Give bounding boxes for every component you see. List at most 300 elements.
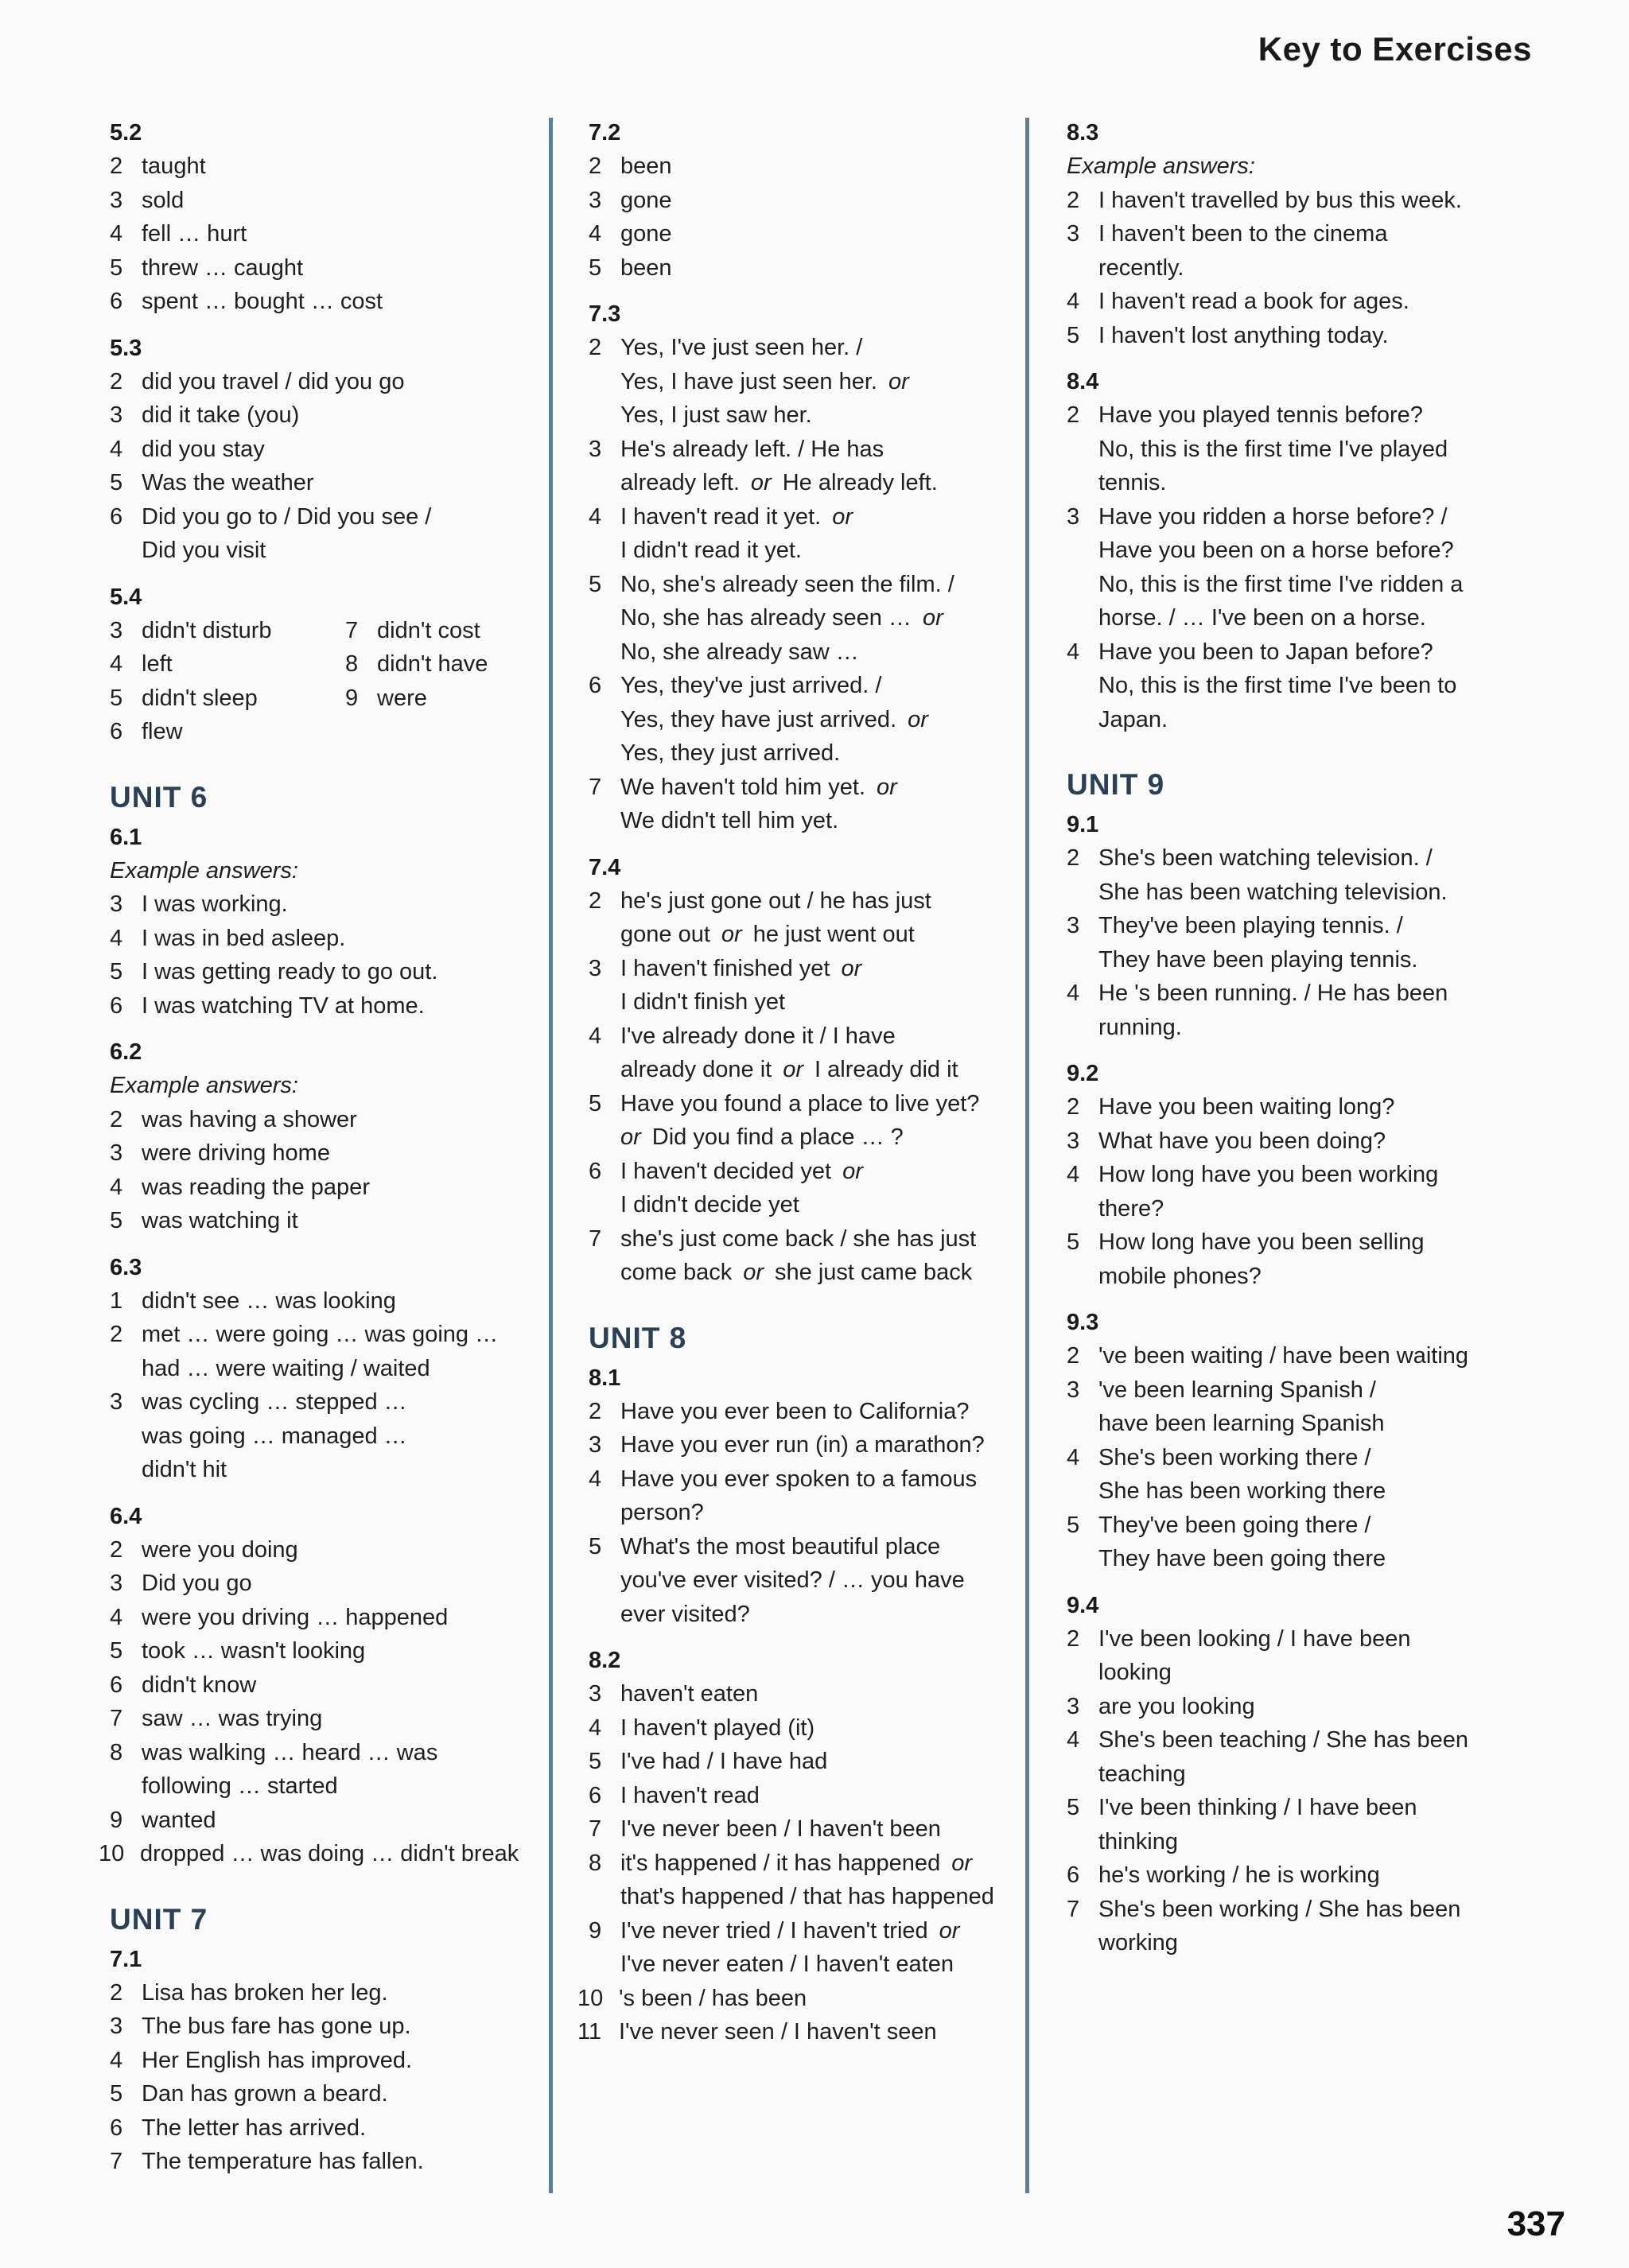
answer-number: 2 (110, 368, 123, 394)
answer-item (1067, 635, 1520, 670)
answer-text-part: I've never been / I haven't been (620, 1816, 941, 1842)
answer-text (1098, 1509, 1520, 1543)
answer-number: 2 (589, 335, 602, 360)
answer-text (620, 251, 1042, 285)
answer-number (1067, 568, 1098, 602)
answer-number: 4 (110, 651, 123, 677)
answer-item (589, 804, 1042, 838)
answer-item (589, 1256, 1042, 1290)
answer-text (620, 184, 1042, 218)
answer-number: 2 (110, 1536, 123, 1563)
or-connector: or (841, 955, 862, 981)
answer-list-left (110, 614, 345, 749)
answer-number: 2 (1067, 1625, 1080, 1652)
answer-text-alternative: he just went out (752, 922, 915, 947)
answer-text-part: had … were waiting / waited (142, 1355, 430, 1381)
answer-text (620, 1812, 1042, 1847)
answer-column-3 (1067, 116, 1520, 1973)
answer-item (1067, 319, 1520, 353)
answer-number (589, 1598, 620, 1632)
answer-text (142, 285, 563, 319)
answer-text-part: Yes, I've just seen her. / (620, 335, 863, 360)
answer-text-alternative: I already did it (814, 1057, 958, 1082)
answer-number (1067, 1926, 1098, 1960)
answer-text (1098, 433, 1520, 467)
answer-item (589, 1462, 1042, 1497)
answer-item (1067, 500, 1520, 534)
answer-text (620, 534, 1042, 568)
answer-text (1098, 1373, 1520, 1408)
answer-item (1067, 977, 1520, 1011)
answer-text (1098, 841, 1520, 876)
answer-number (1067, 601, 1098, 635)
answer-item (589, 918, 1042, 952)
answer-text (1098, 319, 1520, 353)
answer-number: 7 (589, 774, 602, 800)
answer-item (1067, 1690, 1520, 1724)
answer-text-part: I didn't read it yet. (620, 538, 802, 563)
answer-item (589, 1711, 1042, 1746)
answer-item (110, 1702, 563, 1736)
answer-item (589, 635, 1042, 670)
answer-number: 5 (110, 1638, 123, 1664)
answer-text (620, 1711, 1042, 1746)
answer-item (589, 1188, 1042, 1222)
exercise-8-1 (589, 1361, 1042, 1632)
answer-text-part: wanted (142, 1807, 216, 1833)
answer-text-part: were (377, 685, 427, 711)
answer-text-part: I haven't read a book for ages. (1098, 289, 1409, 314)
answer-text (1098, 1791, 1520, 1825)
answer-text-alternative: He already left. (782, 470, 938, 495)
answer-text (620, 601, 1042, 635)
answer-text (142, 184, 563, 218)
answer-text (620, 1120, 1042, 1155)
or-connector: or (842, 1158, 863, 1184)
answer-number: 6 (110, 2115, 123, 2141)
answer-text (1098, 1158, 1520, 1192)
answer-text-part: gone (620, 221, 672, 247)
answer-item (1067, 398, 1520, 433)
answer-text (142, 1769, 563, 1804)
unit-9-heading: UNIT 9 (1067, 768, 1165, 801)
answer-text (620, 398, 1042, 433)
answer-list (1067, 841, 1520, 1044)
answer-text (142, 2111, 563, 2146)
answer-text-part: No, she's already seen the film. / (620, 571, 954, 597)
answer-text-part: was walking … heard … was (142, 1739, 438, 1765)
or-connector: or (620, 1124, 641, 1150)
answer-text (142, 1103, 563, 1137)
answer-item (589, 1087, 1042, 1121)
answer-text-part: She has been watching television. (1098, 879, 1448, 905)
answer-text (1098, 217, 1520, 251)
answer-text (620, 1914, 1042, 1948)
or-connector: or (750, 470, 772, 495)
answer-number (589, 1496, 620, 1530)
answer-number (589, 365, 620, 399)
answer-text-part: looking (1098, 1660, 1172, 1685)
answer-text (142, 715, 345, 749)
answer-item (589, 500, 1042, 534)
answer-text-part: it's happened / it has happened (620, 1850, 941, 1876)
answer-item (589, 1598, 1042, 1632)
answer-number: 7 (110, 1706, 123, 1731)
answer-text-part: I haven't been to the cinema (1098, 221, 1388, 247)
exercise-heading: 5.3 (110, 335, 142, 361)
answer-number (1067, 466, 1098, 500)
answer-list (1067, 398, 1520, 736)
exercise-6-1 (110, 821, 563, 1023)
exercise-6-4 (99, 1500, 563, 1871)
answer-number: 4 (1067, 289, 1080, 314)
or-connector: or (951, 1850, 972, 1876)
answer-text (1098, 1260, 1520, 1294)
answer-text-part: I've never tried / I haven't tried (620, 1917, 928, 1944)
answer-item (1067, 841, 1520, 876)
answer-number: 3 (110, 617, 123, 643)
answer-text (1098, 876, 1520, 910)
answer-item (110, 2145, 563, 2179)
answer-text (1098, 635, 1520, 670)
answer-text-part: He 's been running. / He has been (1098, 981, 1448, 1006)
answer-number (589, 1188, 620, 1222)
answer-number (589, 635, 620, 670)
answer-text (620, 1496, 1042, 1530)
answer-text (142, 534, 563, 568)
answer-text (142, 398, 563, 433)
answer-text (1098, 1825, 1520, 1859)
answer-item (1067, 1407, 1520, 1441)
or-connector: or (783, 1057, 804, 1082)
answer-text-part: didn't hit (142, 1457, 227, 1482)
answer-text-part: teaching (1098, 1761, 1186, 1787)
answer-text (620, 1155, 1042, 1189)
answer-text-part: She's been teaching / She has been (1098, 1727, 1469, 1753)
answer-number (1067, 943, 1098, 977)
answer-text (1098, 534, 1520, 568)
answer-item (1067, 1339, 1520, 1373)
answer-text-part: didn't cost (377, 617, 480, 643)
exercise-8-4 (1067, 365, 1520, 736)
answer-text (1098, 1192, 1520, 1226)
answer-number (589, 918, 620, 952)
answer-number: 3 (1067, 503, 1080, 530)
answer-item (589, 1847, 1042, 1881)
answer-text-part: I was working. (142, 891, 288, 917)
answer-text (142, 1804, 563, 1838)
answer-item (589, 1155, 1042, 1189)
answer-item (1067, 1757, 1520, 1792)
answer-text (620, 804, 1042, 838)
answer-number: 7 (589, 1225, 602, 1252)
answer-item (110, 2010, 563, 2044)
answer-text-part: didn't have (377, 651, 488, 677)
answer-number: 4 (589, 221, 602, 247)
answer-item (1067, 601, 1520, 635)
answer-item (110, 285, 563, 319)
answer-text (620, 331, 1042, 365)
answer-text (1098, 1474, 1520, 1509)
answer-item (110, 1385, 563, 1419)
answer-number: 4 (110, 1174, 123, 1200)
answer-list (1067, 1090, 1520, 1293)
answer-text-part: spent … bought … cost (142, 289, 383, 314)
answer-number (589, 398, 620, 433)
answer-text-part: was cycling … stepped … (142, 1389, 407, 1415)
answer-text-part: Lisa has broken her leg. (142, 1979, 388, 2006)
answer-number (110, 1453, 142, 1487)
answer-item (589, 184, 1042, 218)
answer-text-part: gone (620, 187, 672, 213)
answer-text-part: I've never seen / I haven't seen (619, 2019, 937, 2045)
answer-list (1067, 1622, 1520, 1960)
answer-number: 4 (589, 1715, 602, 1741)
answer-item (589, 398, 1042, 433)
answer-column-1 (99, 116, 563, 2192)
answer-text-part: running. (1098, 1014, 1182, 1040)
answer-item (110, 1804, 563, 1838)
answer-item (110, 1318, 563, 1352)
exercise-heading: 9.4 (1067, 1592, 1099, 1618)
answer-text (142, 1284, 563, 1318)
answer-item (589, 1120, 1042, 1155)
answer-item (1067, 568, 1520, 602)
answer-text-part: Have you ridden a horse before? / (1098, 503, 1448, 530)
answer-number: 4 (110, 221, 123, 247)
answer-item (110, 398, 563, 433)
answer-list (110, 1976, 563, 2179)
answer-text (142, 955, 563, 989)
exercise-9-2 (1067, 1057, 1520, 1293)
answer-text (142, 1136, 563, 1171)
answer-text-part: Have you been on a horse before? (1098, 538, 1454, 563)
answer-item (110, 955, 563, 989)
answer-number: 2 (1067, 187, 1080, 213)
answer-text-part: He's already left. / He has (620, 436, 884, 462)
answer-item (345, 682, 563, 716)
answer-number: 4 (589, 1023, 602, 1049)
answer-item (1067, 1723, 1520, 1757)
exercise-heading: 5.2 (110, 120, 142, 146)
answer-number (589, 703, 620, 737)
answer-item (1067, 1858, 1520, 1893)
answer-item (1067, 1791, 1520, 1825)
answer-text-part: was reading the paper (142, 1174, 370, 1200)
answer-text-part: didn't see … was looking (142, 1287, 396, 1314)
answer-list (110, 150, 563, 319)
answer-text-part: threw … caught (142, 254, 304, 281)
answer-text-part: They have been going there (1098, 1546, 1386, 1571)
answer-number: 7 (589, 1816, 602, 1842)
answer-text-part: was watching it (142, 1208, 298, 1233)
answer-text-alternative: she just came back (775, 1260, 973, 1285)
answer-text-part: taught (142, 153, 206, 179)
answer-item (110, 1352, 563, 1386)
answer-number (589, 1948, 620, 1982)
answer-text-part: I've been looking / I have been (1098, 1625, 1411, 1652)
answer-number: 5 (1067, 1512, 1080, 1538)
answer-item (1067, 1373, 1520, 1408)
answer-text (142, 466, 563, 500)
answer-text-part: were you driving … happened (142, 1604, 449, 1630)
answer-number: 3 (110, 187, 123, 213)
answer-text-part: following … started (142, 1773, 338, 1799)
answer-number: 5 (1067, 1795, 1080, 1820)
answer-number (1067, 1192, 1098, 1226)
answer-text-part: Have you ever spoken to a famous (620, 1466, 978, 1492)
answer-text (377, 647, 563, 682)
answer-item (589, 1222, 1042, 1256)
answer-item (110, 1103, 563, 1137)
answer-number: 2 (589, 1398, 602, 1424)
answer-number: 5 (110, 685, 123, 711)
answer-text-part: I haven't decided yet (620, 1158, 832, 1184)
answer-number (589, 985, 620, 1019)
answer-number (589, 736, 620, 771)
answer-number (110, 1352, 142, 1386)
answer-item (1067, 251, 1520, 285)
answer-item (589, 669, 1042, 703)
answer-text (1098, 1339, 1520, 1373)
answer-list-right (345, 614, 563, 749)
answer-text (142, 647, 345, 682)
answer-text-part: I haven't lost anything today. (1098, 322, 1389, 348)
answer-number (1067, 1757, 1098, 1792)
answer-number (110, 1769, 142, 1804)
answer-item (110, 682, 345, 716)
answer-number (1067, 251, 1098, 285)
exercise-heading: 5.4 (110, 584, 142, 610)
answer-number: 10 (99, 1841, 125, 1866)
answer-text-part: did you travel / did you go (142, 368, 405, 394)
answer-item (1067, 285, 1520, 319)
answer-text-part: met … were going … was going … (142, 1322, 499, 1347)
answer-number (589, 1563, 620, 1598)
answer-item (1067, 669, 1520, 703)
answer-item (110, 433, 563, 467)
answer-text-part: ever visited? (620, 1601, 750, 1627)
answer-item (99, 1837, 563, 1871)
answer-number: 5 (110, 959, 123, 984)
answer-number: 4 (110, 436, 123, 462)
answer-text-part: come back (620, 1260, 733, 1285)
answer-text (1098, 1225, 1520, 1260)
answer-number: 2 (110, 153, 123, 179)
answer-item (1067, 1090, 1520, 1124)
answer-number: 4 (1067, 1444, 1080, 1470)
answer-item (589, 1745, 1042, 1779)
unit-7-heading: UNIT 7 (110, 1902, 208, 1936)
answer-text-part: No, this is the first time I've played (1098, 436, 1448, 462)
answer-text-part: gone out (620, 922, 710, 947)
answer-text-part: saw … was trying (142, 1706, 323, 1731)
answer-number (1067, 1260, 1098, 1294)
answer-number: 6 (589, 1158, 602, 1184)
answer-text (1098, 1893, 1520, 1927)
answer-item (110, 534, 563, 568)
answer-text-part: We haven't told him yet. (620, 774, 866, 800)
answer-text (142, 682, 345, 716)
answer-item (589, 884, 1042, 918)
answer-text (620, 1745, 1042, 1779)
exercise-6-2 (110, 1035, 563, 1238)
answer-text-part: No, this is the first time I've ridden a (1098, 571, 1464, 597)
exercise-9-1 (1067, 808, 1520, 1044)
answer-text-part: She's been working there / (1098, 1444, 1371, 1470)
answer-item (1067, 184, 1520, 218)
answer-list (110, 1103, 563, 1238)
answer-number (1067, 703, 1098, 737)
answer-text (1098, 285, 1520, 319)
answer-text (1098, 703, 1520, 737)
answer-text (142, 2044, 563, 2078)
answer-text-part: dropped … was doing … didn't break (140, 1841, 519, 1866)
answer-list (577, 1677, 1042, 2049)
answer-list (589, 150, 1042, 285)
answer-text-part: didn't know (142, 1672, 257, 1698)
answer-number: 2 (110, 1979, 123, 2006)
answer-item (110, 1668, 563, 1703)
exercise-7-3 (589, 297, 1042, 838)
answer-text (142, 989, 563, 1023)
answer-item (110, 1634, 563, 1668)
answer-text (1098, 909, 1520, 943)
exercise-heading: 6.4 (110, 1503, 142, 1529)
answer-text-part: They've been going there / (1098, 1512, 1371, 1538)
answer-text-alternative: Did you find a place … ? (651, 1124, 904, 1150)
answer-number (1067, 876, 1098, 910)
answer-number (110, 534, 142, 568)
answer-text (620, 703, 1042, 737)
answer-text-part: I haven't read (620, 1782, 760, 1808)
answer-text-part: She's been working / She has been (1098, 1896, 1461, 1922)
answer-text-part: I've never eaten / I haven't eaten (620, 1951, 954, 1977)
answer-text (620, 1222, 1042, 1256)
answer-number: 5 (589, 1090, 602, 1117)
answer-number: 3 (1067, 1693, 1080, 1719)
answer-item (589, 1914, 1042, 1948)
exercise-heading: 9.2 (1067, 1061, 1099, 1086)
answer-list (589, 884, 1042, 1290)
answer-text (1098, 1690, 1520, 1724)
answer-text-part: They've been playing tennis. / (1098, 913, 1403, 938)
answer-number: 3 (589, 1432, 602, 1458)
answer-item (589, 1677, 1042, 1711)
answer-number: 6 (589, 673, 602, 698)
answer-text (620, 952, 1042, 986)
answer-text-part: I didn't finish yet (620, 989, 786, 1015)
answer-item (1067, 1011, 1520, 1045)
answer-item (110, 365, 563, 399)
answer-item (577, 2015, 1042, 2049)
answer-text (620, 669, 1042, 703)
answer-number: 4 (1067, 981, 1080, 1006)
answer-text (1098, 1622, 1520, 1656)
answer-text-part: did you stay (142, 436, 265, 462)
answer-text (142, 1736, 563, 1770)
answer-text-part: horse. / … I've been on a horse. (1098, 605, 1426, 631)
answer-item (110, 1419, 563, 1454)
answer-number: 3 (589, 1681, 602, 1707)
answer-text (142, 922, 563, 956)
answer-text-part: she's just come back / she has just (620, 1225, 977, 1252)
answer-text-part: Yes, they have just arrived. (620, 706, 897, 732)
answer-number: 5 (110, 254, 123, 281)
answer-item (110, 1736, 563, 1770)
answer-text (620, 1847, 1042, 1881)
answer-text (142, 614, 345, 648)
